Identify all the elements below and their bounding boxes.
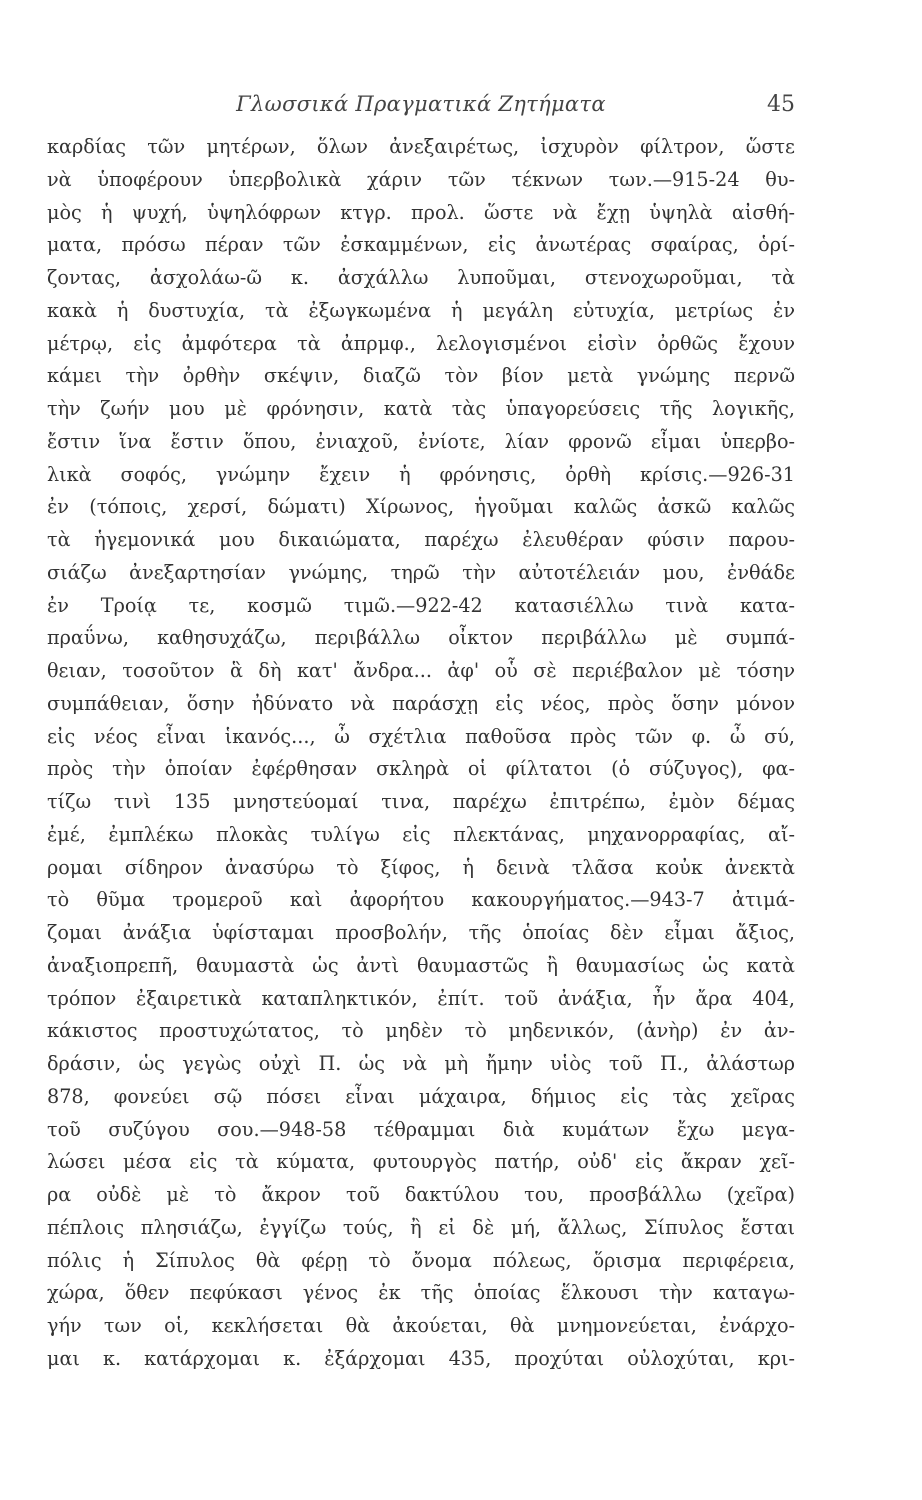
text-line-16: πραΰνω, καθησυχάζω, περιβάλλω οἶκτον περιβάλλω μὲ συμπά- [47,626,795,650]
text-line-12: ἐν (τόποις, χερσί, δώματι) Χίρωνος, ἡγοῦμαι καλῶς ἀσκῶ καλῶς [47,495,795,519]
text-line-13: τὰ ἡγεμονικά μου δικαιώματα, παρέχω ἐλευθέραν φύσιν παρου- [47,528,795,551]
running-title: Γλωσσικά Πραγματικά Ζητήματα [236,92,606,116]
text-line-4: ματα, πρόσω πέραν τῶν ἐσκαμμένων, εἰς ἀνωτέρας σφαίρας, ὁρί- [47,233,795,257]
text-line-8: κάμει τὴν ὀρθὴν σκέψιν, διαζῶ τὸν βίον μετὰ γνώμης περνῶ [47,364,795,388]
text-line-23: ρομαι σίδηρον ἀνασύρω τὸ ξίφος, ἡ δεινὰ τλᾶσα κοὐκ ἀνεκτὰ [47,855,795,879]
text-line-33: ρα οὐδὲ μὲ τὸ ἄκρον τοῦ δακτύλου του, προσβάλλω (χεῖρα) [47,1183,795,1206]
text-line-7: μέτρῳ, εἰς ἀμφότερα τὰ ἀπρμφ., λελογισμένοι εἰσὶν ὀρθῶς ἔχουν [47,331,795,355]
text-line-5: ζοντας, ἀσχολάω-ῶ κ. ἀσχάλλω λυποῦμαι, στενοχωροῦμαι, τὰ [47,266,795,289]
text-line-3: μὸς ἡ ψυχή, ὑψηλόφρων κτγρ. προλ. ὥστε νὰ ἔχῃ ὑψηλὰ αἰσθή- [47,200,795,224]
running-head [47,92,795,126]
text-line-1: καρδίας τῶν μητέρων, ὅλων ἀνεξαιρέτως, ἰσχυρὸν φίλτρον, ὥστε [47,135,795,158]
text-line-2: νὰ ὑποφέρουν ὑπερβολικὰ χάριν τῶν τέκνων των.—915-24 θυ- [47,167,795,191]
text-line-28: κάκιστος προστυχώτατος, τὸ μηδὲν τὸ μηδενικόν, (ἀνὴρ) ἐν ἀν- [47,1019,795,1043]
text-line-14: σιάζω ἀνεξαρτησίαν γνώμης, τηρῶ τὴν αὐτοτέλειάν μου, ἐνθάδε [47,560,795,584]
text-line-18: συμπάθειαν, ὅσην ἠδύνατο νὰ παράσχῃ εἰς νέος, πρὸς ὅσην μόνον [47,691,795,715]
text-line-11: λικὰ σοφός, γνώμην ἔχειν ἡ φρόνησις, ὀρθὴ κρίσις.—926-31 [47,462,795,486]
body-text [47,131,795,1376]
text-line-35: πόλις ἡ Σίπυλος θὰ φέρῃ τὸ ὄνομα πόλεως, ὅρισμα περιφέρεια, [47,1248,795,1272]
text-line-21: τίζω τινὶ 135 μνηστεύομαί τινα, παρέχω ἐπιτρέπω, ἐμὸν δέμας [47,790,795,813]
text-line-15: ἐν Τροίᾳ τε, κοσμῶ τιμῶ.—922-42 κατασιέλλω τινὰ κατα- [47,593,795,617]
text-line-25: ζομαι ἀνάξια ὑφίσταμαι προσβολήν, τῆς ὁποίας δὲν εἶμαι ἄξιος, [47,921,795,944]
text-line-17: θειαν, τοσοῦτον ἃ δὴ κατ' ἄνδρα... ἀφ' οὗ σὲ περιέβαλον μὲ τόσην [47,659,795,682]
text-line-32: λώσει μέσα εἰς τὰ κύματα, φυτουργὸς πατήρ, οὐδ' εἰς ἄκραν χεῖ- [47,1150,795,1174]
text-line-37: γήν των οἱ, κεκλήσεται θὰ ἀκούεται, θὰ μνημονεύεται, ἐνάρχο- [47,1314,795,1337]
text-line-30: 878, φονεύει σῷ πόσει εἶναι μάχαιρα, δήμιος εἰς τὰς χεῖρας [47,1084,795,1108]
text-line-9: τὴν ζωήν μου μὲ φρόνησιν, κατὰ τὰς ὑπαγορεύσεις τῆς λογικῆς, [47,397,795,420]
page-number: 45 [767,92,795,117]
text-line-31: τοῦ συζύγου σου.—948-58 τέθραμμαι διὰ κυμάτων ἔχω μεγα- [47,1117,795,1141]
text-line-27: τρόπον ἐξαιρετικὰ καταπληκτικόν, ἐπίτ. τοῦ ἀνάξια, ἦν ἄρα 404, [47,986,795,1010]
text-line-36: χώρα, ὅθεν πεφύκασι γένος ἐκ τῆς ὁποίας ἕλκουσι τὴν καταγω- [47,1281,795,1305]
text-line-29: δράσιν, ὡς γεγὼς οὐχὶ Π. ὡς νὰ μὴ ἤμην υἱὸς τοῦ Π., ἀλάστωρ [47,1052,795,1075]
text-line-6: κακὰ ἡ δυστυχία, τὰ ἐξωγκωμένα ἡ μεγάλη εὐτυχία, μετρίως ἐν [47,298,795,322]
text-line-34: πέπλοις πλησιάζω, ἐγγίζω τούς, ἢ εἰ δὲ μή, ἄλλως, Σίπυλος ἔσται [47,1215,795,1239]
text-line-10: ἔστιν ἵνα ἔστιν ὅπου, ἐνιαχοῦ, ἐνίοτε, λίαν φρονῶ εἶμαι ὑπερβο- [47,429,795,453]
text-line-22: ἐμέ, ἐμπλέκω πλοκὰς τυλίγω εἰς πλεκτάνας, μηχανορραφίας, αἴ- [47,822,795,846]
text-line-24: τὸ θῦμα τρομεροῦ καὶ ἀφορήτου κακουργήματος.—943-7 ἀτιμά- [47,888,795,912]
text-line-26: ἀναξιοπρεπῆ, θαυμαστὰ ὡς ἀντὶ θαυμαστῶς ἢ θαυμασίως ὡς κατὰ [47,953,795,977]
text-line-19: εἰς νέος εἶναι ἱκανός..., ὦ σχέτλια παθοῦσα πρὸς τῶν φ. ὦ σύ, [47,724,795,748]
text-line-20: πρὸς τὴν ὁποίαν ἐφέρθησαν σκληρὰ οἱ φίλτατοι (ὁ σύζυγος), φα- [47,757,795,781]
text-line-38: μαι κ. κατάρχομαι κ. ἐξάρχομαι 435, προχύται οὐλοχύται, κρι- [47,1346,795,1370]
